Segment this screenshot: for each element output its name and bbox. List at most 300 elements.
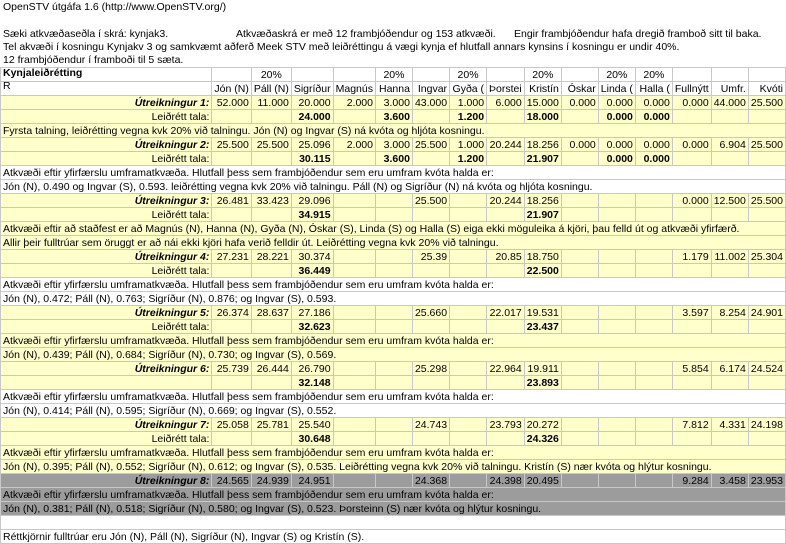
value-cell[interactable]: 27.186 [291, 306, 333, 320]
value-cell[interactable]: 24.368 [412, 474, 449, 488]
value-cell[interactable]: 26.374 [212, 306, 251, 320]
row-label[interactable] [1, 376, 212, 390]
value-cell[interactable] [412, 376, 449, 390]
value-cell[interactable]: 22.500 [524, 264, 561, 278]
value-cell[interactable]: 20.000 [291, 96, 333, 110]
note-cell[interactable]: Jón (N), 0.472; Páll (N), 0.763; Sigríður (N), 0.876; og Ingvar (S), 0.593. [1, 292, 786, 306]
value-cell[interactable] [212, 320, 251, 334]
value-cell[interactable]: 24.398 [487, 474, 525, 488]
column-header[interactable]: Linda ( [598, 82, 635, 96]
value-cell[interactable]: 9.284 [672, 474, 711, 488]
grid-cell[interactable] [561, 68, 598, 82]
value-cell[interactable]: 4.331 [711, 418, 748, 432]
value-cell[interactable] [635, 194, 672, 208]
row-label[interactable]: Leiðrétt tala: [1, 264, 212, 278]
value-cell[interactable] [561, 208, 598, 222]
value-cell[interactable] [748, 432, 785, 446]
value-cell[interactable]: 28.221 [251, 250, 291, 264]
value-cell[interactable]: 22.964 [487, 362, 525, 376]
value-cell[interactable] [561, 376, 598, 390]
grid-cell[interactable] [487, 68, 525, 82]
column-header[interactable]: Hanna [375, 82, 412, 96]
grid-cell[interactable] [291, 68, 333, 82]
value-cell[interactable] [598, 320, 635, 334]
note-cell[interactable]: Atkvæði eftir yfirfærslu umframatkvæða. Hlutfall þess sem frambjóðendur sem eru umfram kvóta halda er: [1, 278, 786, 292]
value-cell[interactable] [561, 264, 598, 278]
value-cell[interactable]: 24.939 [251, 474, 291, 488]
value-cell[interactable] [635, 362, 672, 376]
value-cell[interactable] [412, 264, 449, 278]
value-cell[interactable]: 1.200 [450, 110, 487, 124]
value-cell[interactable]: 52.000 [212, 96, 251, 110]
table-row [1, 96, 786, 110]
value-cell[interactable]: 28.637 [251, 306, 291, 320]
row-label[interactable]: Leiðrétt tala: [1, 152, 212, 166]
column-header[interactable]: Óskar [561, 82, 598, 96]
value-cell[interactable]: 24.198 [748, 418, 785, 432]
value-cell[interactable] [487, 320, 525, 334]
row-label[interactable]: Leiðrétt tala: [1, 320, 212, 334]
value-cell[interactable]: 25.500 [212, 138, 251, 152]
column-header[interactable]: Fullnýtt [672, 82, 711, 96]
grid-cell[interactable]: 20% [251, 68, 291, 82]
row-label[interactable]: Leiðrétt tala: [1, 208, 212, 222]
note-cell[interactable]: Atkvæði eftir yfirfærslu umframatkvæða. Hlutfall þess sem frambjóðendur sem eru umfram kvóta halda er: [1, 166, 786, 180]
value-cell[interactable] [598, 474, 635, 488]
column-header[interactable]: Ingvar [412, 82, 449, 96]
table-row [1, 292, 786, 306]
note-cell[interactable]: Allir þeir fulltrúar sem öruggt er að nái ekki kjöri hafa verið felldir út. Leiðrétting vegna kvk 20% við talningu. [1, 236, 786, 250]
value-cell[interactable]: 24.326 [524, 432, 561, 446]
value-cell[interactable]: 25.058 [212, 418, 251, 432]
table-row [1, 418, 786, 432]
column-header[interactable]: Kristín [524, 82, 561, 96]
grid-cell[interactable] [672, 68, 711, 82]
value-cell[interactable]: 19.911 [524, 362, 561, 376]
table-row [1, 362, 786, 376]
value-cell[interactable] [333, 418, 375, 432]
note-cell[interactable]: Jón (N), 0.439; Páll (N), 0.684; Sigríður (N), 0.730; og Ingvar (S), 0.569. [1, 348, 786, 362]
value-cell[interactable] [375, 362, 412, 376]
value-cell[interactable] [672, 264, 711, 278]
grid-cell[interactable] [1, 68, 212, 82]
value-cell[interactable]: 26.481 [212, 194, 251, 208]
value-cell[interactable]: 30.648 [291, 432, 333, 446]
value-cell[interactable]: 0.000 [598, 138, 635, 152]
value-cell[interactable] [333, 474, 375, 488]
value-cell[interactable]: 24.951 [291, 474, 333, 488]
value-cell[interactable] [487, 264, 525, 278]
grid-cell[interactable] [412, 68, 449, 82]
value-cell[interactable]: 23.793 [487, 418, 525, 432]
value-cell[interactable]: 26.790 [291, 362, 333, 376]
value-cell[interactable] [412, 208, 449, 222]
note-cell[interactable]: Atkvæði eftir yfirfærslu umframatkvæða. Hlutfall þess sem frambjóðendur sem eru umfram kvóta halda er: [1, 446, 786, 460]
value-cell[interactable]: 25.660 [412, 306, 449, 320]
grid-cell[interactable]: 20% [524, 68, 561, 82]
row-label[interactable]: Útreikningur 8: [1, 474, 212, 488]
value-cell[interactable] [212, 264, 251, 278]
value-cell[interactable] [561, 194, 598, 208]
value-cell[interactable] [561, 432, 598, 446]
value-cell[interactable] [375, 194, 412, 208]
value-cell[interactable]: 25.781 [251, 418, 291, 432]
value-cell[interactable]: 25.500 [748, 138, 785, 152]
value-cell[interactable] [672, 208, 711, 222]
value-cell[interactable]: 21.907 [524, 208, 561, 222]
value-cell[interactable]: 24.743 [412, 418, 449, 432]
column-header[interactable]: Kvóti [748, 82, 785, 96]
table-row [1, 376, 786, 390]
value-cell[interactable] [487, 432, 525, 446]
value-cell[interactable]: 22.017 [487, 306, 525, 320]
value-cell[interactable]: 2.000 [333, 138, 375, 152]
value-cell[interactable]: 25.739 [212, 362, 251, 376]
grid-cell[interactable]: 20% [598, 68, 635, 82]
value-cell[interactable]: 27.231 [212, 250, 251, 264]
value-cell[interactable] [333, 152, 375, 166]
note-cell[interactable]: Atkvæði eftir yfirfærslu umframatkvæða. Hlutfall þess sem frambjóðendur sem eru umfram kvóta halda er: [1, 390, 786, 404]
value-cell[interactable]: 32.623 [291, 320, 333, 334]
value-cell[interactable]: 3.458 [711, 474, 748, 488]
value-cell[interactable] [561, 152, 598, 166]
ballot-file-line: Sæki atkvæðaseðla í skrá: kynjak3. [3, 28, 169, 40]
value-cell[interactable]: 44.000 [711, 96, 748, 110]
note-cell[interactable]: Fyrsta talning, leiðrétting vegna kvk 20% við talningu. Jón (N) og Ingvar (S) ná kvóta og hljóta kosningu. [1, 124, 786, 138]
value-cell[interactable] [333, 110, 375, 124]
value-cell[interactable]: 0.000 [672, 138, 711, 152]
value-cell[interactable] [333, 320, 375, 334]
method-line: Tel akvæði í kosningu Kynjakv 3 og samkvæmt aðferð Meek STV með leiðréttingu á vægi kynja ef hlutfall annars kynsins í kosningu er undir 40%. [3, 41, 680, 53]
value-cell[interactable]: 20.244 [487, 194, 525, 208]
value-cell[interactable] [711, 110, 748, 124]
row-label[interactable]: Leiðrétt tala: [1, 432, 212, 446]
value-cell[interactable] [487, 376, 525, 390]
value-cell[interactable]: 3.597 [672, 306, 711, 320]
value-cell[interactable] [450, 362, 487, 376]
value-cell[interactable] [635, 250, 672, 264]
value-cell[interactable]: 18.000 [524, 110, 561, 124]
value-cell[interactable] [561, 362, 598, 376]
value-cell[interactable]: 20.85 [487, 250, 525, 264]
value-cell[interactable]: 24.901 [748, 306, 785, 320]
value-cell[interactable]: 11.000 [251, 96, 291, 110]
value-cell[interactable] [333, 376, 375, 390]
row-label[interactable]: Útreikningur 5: [1, 306, 212, 320]
value-cell[interactable] [333, 362, 375, 376]
note-cell[interactable]: Jón (N), 0.414; Páll (N), 0.595; Sigríður (N), 0.669; og Ingvar (S), 0.552. [1, 404, 786, 418]
value-cell[interactable] [748, 208, 785, 222]
value-cell[interactable] [748, 376, 785, 390]
value-cell[interactable] [412, 320, 449, 334]
value-cell[interactable] [598, 362, 635, 376]
value-cell[interactable]: 24.565 [212, 474, 251, 488]
column-header[interactable] [1, 82, 212, 96]
value-cell[interactable] [598, 376, 635, 390]
grid-cell[interactable]: 20% [635, 68, 672, 82]
value-cell[interactable]: 25.298 [412, 362, 449, 376]
value-cell[interactable] [450, 194, 487, 208]
value-cell[interactable]: 0.000 [561, 138, 598, 152]
value-cell[interactable] [450, 320, 487, 334]
value-cell[interactable] [333, 432, 375, 446]
value-cell[interactable] [212, 432, 251, 446]
value-cell[interactable] [635, 474, 672, 488]
value-cell[interactable]: 2.000 [333, 96, 375, 110]
value-cell[interactable]: 24.000 [291, 110, 333, 124]
value-cell[interactable]: 11.002 [711, 250, 748, 264]
value-cell[interactable]: 0.000 [635, 138, 672, 152]
value-cell[interactable]: 25.500 [412, 194, 449, 208]
value-cell[interactable]: 8.254 [711, 306, 748, 320]
value-cell[interactable] [251, 208, 291, 222]
value-cell[interactable] [333, 208, 375, 222]
value-cell[interactable] [748, 320, 785, 334]
table-row [1, 250, 786, 264]
value-cell[interactable] [487, 208, 525, 222]
value-cell[interactable]: 3.600 [375, 110, 412, 124]
value-cell[interactable]: 23.437 [524, 320, 561, 334]
value-cell[interactable] [561, 418, 598, 432]
value-cell[interactable]: 26.444 [251, 362, 291, 376]
value-cell[interactable] [598, 432, 635, 446]
value-cell[interactable]: 24.524 [748, 362, 785, 376]
value-cell[interactable]: 3.000 [375, 96, 412, 110]
value-cell[interactable] [251, 264, 291, 278]
value-cell[interactable]: 18.256 [524, 194, 561, 208]
table-row [1, 264, 786, 278]
value-cell[interactable] [333, 306, 375, 320]
value-cell[interactable] [748, 264, 785, 278]
value-cell[interactable]: 19.531 [524, 306, 561, 320]
value-cell[interactable] [375, 432, 412, 446]
value-cell[interactable] [251, 110, 291, 124]
row-label[interactable]: Útreikningur 1: [1, 96, 212, 110]
value-cell[interactable]: 34.915 [291, 208, 333, 222]
value-cell[interactable] [561, 474, 598, 488]
value-cell[interactable] [412, 432, 449, 446]
value-cell[interactable] [487, 152, 525, 166]
value-cell[interactable] [635, 432, 672, 446]
value-cell[interactable]: 1.000 [450, 138, 487, 152]
value-cell[interactable]: 25.304 [748, 250, 785, 264]
column-header[interactable]: Umfr. [711, 82, 748, 96]
value-cell[interactable] [635, 306, 672, 320]
value-cell[interactable] [672, 432, 711, 446]
value-cell[interactable] [748, 152, 785, 166]
value-cell[interactable]: 0.000 [635, 110, 672, 124]
value-cell[interactable] [450, 432, 487, 446]
value-cell[interactable] [561, 320, 598, 334]
value-cell[interactable] [450, 250, 487, 264]
value-cell[interactable] [635, 320, 672, 334]
value-cell[interactable] [561, 250, 598, 264]
value-cell[interactable] [711, 320, 748, 334]
note-cell[interactable] [1, 516, 786, 530]
column-header[interactable]: Sigríður [291, 82, 333, 96]
value-cell[interactable] [450, 208, 487, 222]
value-cell[interactable] [375, 264, 412, 278]
note-cell[interactable]: Jón (N), 0.381; Páll (N), 0.518; Sigríður (N), 0.580; og Ingvar (S), 0.523. Þorsteinn (S) nær kvóta og hlýtur kosningu. [1, 502, 786, 516]
value-cell[interactable]: 25.500 [251, 138, 291, 152]
value-cell[interactable]: 0.000 [672, 96, 711, 110]
value-cell[interactable]: 0.000 [672, 194, 711, 208]
note-cell[interactable]: Jón (N), 0.490 og Ingvar (S), 0.593. leiðrétting vegna kvk 20% við talningu. Páll (N) og Sigríður (N) ná kvóta og hljóta kosningu. [1, 180, 786, 194]
value-cell[interactable] [375, 250, 412, 264]
table-row [1, 446, 786, 460]
column-header[interactable]: Jón (N) [212, 82, 251, 96]
value-cell[interactable] [711, 152, 748, 166]
value-cell[interactable] [375, 474, 412, 488]
row-label[interactable]: Leiðrétt tala: [1, 110, 212, 124]
value-cell[interactable]: 18.256 [524, 138, 561, 152]
value-cell[interactable] [251, 152, 291, 166]
value-cell[interactable] [672, 376, 711, 390]
value-cell[interactable]: 20.495 [524, 474, 561, 488]
value-cell[interactable]: 7.812 [672, 418, 711, 432]
value-cell[interactable] [450, 264, 487, 278]
value-cell[interactable]: 0.000 [598, 96, 635, 110]
value-cell[interactable] [598, 418, 635, 432]
value-cell[interactable]: 25.500 [748, 194, 785, 208]
value-cell[interactable]: 0.000 [561, 96, 598, 110]
value-cell[interactable] [711, 264, 748, 278]
column-header[interactable]: Páll (N) [251, 82, 291, 96]
value-cell[interactable] [333, 264, 375, 278]
value-cell[interactable] [711, 432, 748, 446]
value-cell[interactable]: 6.000 [487, 96, 525, 110]
value-cell[interactable] [251, 320, 291, 334]
note-cell[interactable]: Jón (N), 0.395; Páll (N), 0.552; Sigríður (N), 0.612; og Ingvar (S), 0.535. Leiðrétting vegna kvk 20% við talningu. Kristín (S) nær kvóta og hlýtur kosningu. [1, 460, 786, 474]
value-cell[interactable] [375, 320, 412, 334]
value-cell[interactable] [212, 208, 251, 222]
grid-cell[interactable]: 20% [450, 68, 487, 82]
value-cell[interactable]: 36.449 [291, 264, 333, 278]
column-header[interactable]: Halla ( [635, 82, 672, 96]
value-cell[interactable]: 25.540 [291, 418, 333, 432]
column-header[interactable]: Magnús [333, 82, 375, 96]
value-cell[interactable]: 21.907 [524, 152, 561, 166]
value-cell[interactable] [711, 208, 748, 222]
column-header[interactable]: Þorstei [487, 82, 525, 96]
value-cell[interactable]: 20.272 [524, 418, 561, 432]
value-cell[interactable] [212, 152, 251, 166]
value-cell[interactable] [251, 376, 291, 390]
column-header[interactable]: Gyða ( [450, 82, 487, 96]
value-cell[interactable]: 6.904 [711, 138, 748, 152]
row-label[interactable]: Útreikningur 2: [1, 138, 212, 152]
value-cell[interactable]: 30.115 [291, 152, 333, 166]
value-cell[interactable] [748, 110, 785, 124]
value-cell[interactable]: 23.953 [748, 474, 785, 488]
grid-cell[interactable] [711, 68, 748, 82]
note-cell[interactable]: Réttkjörnir fulltrúar eru Jón (N), Páll (N), Sigríður (N), Ingvar (S) og Kristín (S). [1, 530, 786, 544]
value-cell[interactable] [598, 208, 635, 222]
value-cell[interactable]: 12.500 [711, 194, 748, 208]
grid-cell[interactable] [212, 68, 251, 82]
value-cell[interactable]: 1.000 [450, 96, 487, 110]
value-cell[interactable] [375, 208, 412, 222]
value-cell[interactable] [635, 208, 672, 222]
value-cell[interactable]: 5.854 [672, 362, 711, 376]
value-cell[interactable] [672, 110, 711, 124]
value-cell[interactable] [598, 194, 635, 208]
value-cell[interactable]: 25.096 [291, 138, 333, 152]
grid-cell[interactable] [333, 68, 375, 82]
value-cell[interactable]: 6.174 [711, 362, 748, 376]
value-cell[interactable]: 25.500 [748, 96, 785, 110]
value-cell[interactable]: 3.000 [375, 138, 412, 152]
value-cell[interactable]: 25.500 [412, 138, 449, 152]
seats-line: 12 frambjóðendur í framboði til 5 sæta. [3, 54, 184, 66]
row-label[interactable]: Útreikningur 3: [1, 194, 212, 208]
value-cell[interactable] [450, 376, 487, 390]
value-cell[interactable] [333, 250, 375, 264]
value-cell[interactable]: 1.179 [672, 250, 711, 264]
value-cell[interactable]: 0.000 [598, 152, 635, 166]
value-cell[interactable] [212, 376, 251, 390]
grid-cell[interactable] [748, 68, 785, 82]
value-cell[interactable]: 33.423 [251, 194, 291, 208]
value-cell[interactable] [251, 432, 291, 446]
value-cell[interactable]: 25.39 [412, 250, 449, 264]
value-cell[interactable] [375, 306, 412, 320]
value-cell[interactable] [212, 110, 251, 124]
value-cell[interactable] [450, 306, 487, 320]
value-cell[interactable] [561, 306, 598, 320]
value-cell[interactable] [635, 418, 672, 432]
value-cell[interactable] [412, 152, 449, 166]
value-cell[interactable]: 18.750 [524, 250, 561, 264]
value-cell[interactable] [375, 376, 412, 390]
value-cell[interactable] [711, 376, 748, 390]
row-label[interactable]: Útreikningur 6: [1, 362, 212, 376]
value-cell[interactable] [672, 320, 711, 334]
value-cell[interactable]: 0.000 [635, 152, 672, 166]
value-cell[interactable] [412, 110, 449, 124]
value-cell[interactable] [450, 474, 487, 488]
value-cell[interactable]: 30.374 [291, 250, 333, 264]
row-label[interactable]: Útreikningur 4: [1, 250, 212, 264]
grid-cell[interactable]: 20% [375, 68, 412, 82]
note-cell[interactable]: Atkvæði eftir að staðfest er að Magnús (N), Hanna (N), Gyða (N), Óskar (S), Linda (S) og Halla (S) eiga ekki möguleika á kjöri, þau felld út og atkvæði yfirfærð. [1, 222, 786, 236]
value-cell[interactable]: 32.148 [291, 376, 333, 390]
value-cell[interactable]: 1.200 [450, 152, 487, 166]
value-cell[interactable] [561, 110, 598, 124]
value-cell[interactable]: 0.000 [635, 96, 672, 110]
value-cell[interactable]: 29.096 [291, 194, 333, 208]
note-cell[interactable]: Atkvæði eftir yfirfærslu umframatkvæða. Hlutfall þess sem frambjóðendur sem eru umfram kvóta halda er: [1, 334, 786, 348]
value-cell[interactable] [598, 250, 635, 264]
value-cell[interactable] [672, 152, 711, 166]
value-cell[interactable]: 43.000 [412, 96, 449, 110]
value-cell[interactable] [635, 376, 672, 390]
value-cell[interactable] [487, 110, 525, 124]
value-cell[interactable]: 3.600 [375, 152, 412, 166]
value-cell[interactable] [598, 306, 635, 320]
value-cell[interactable]: 0.000 [598, 110, 635, 124]
row-label[interactable]: Útreikningur 7: [1, 418, 212, 432]
value-cell[interactable] [450, 418, 487, 432]
value-cell[interactable]: 23.893 [524, 376, 561, 390]
value-cell[interactable] [375, 418, 412, 432]
value-cell[interactable]: 15.000 [524, 96, 561, 110]
value-cell[interactable] [598, 264, 635, 278]
value-cell[interactable] [635, 264, 672, 278]
note-cell[interactable]: Atkvæði eftir yfirfærslu umframatkvæða. Hlutfall þess sem frambjóðendur sem eru umfram kvóta halda er: [1, 488, 786, 502]
value-cell[interactable]: 20.244 [487, 138, 525, 152]
value-cell[interactable] [333, 194, 375, 208]
